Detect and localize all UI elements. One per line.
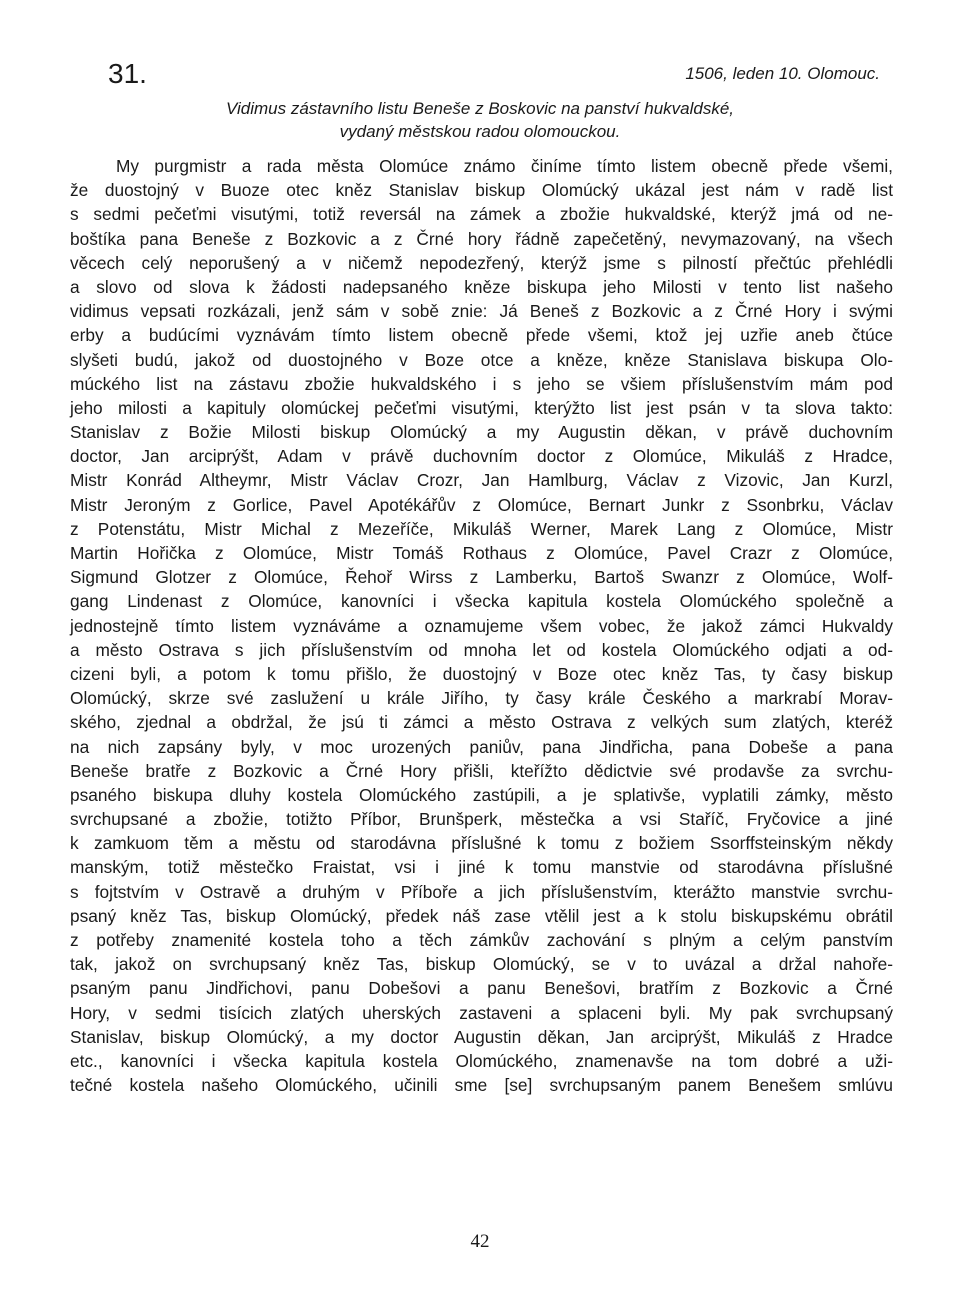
body-line: manským, totiž městečko Fraistat, vsi i jiné k tomu manstvie od starodávna příslušné [70, 857, 893, 878]
body-line: a slovo od slova k žádosti nadepsaného kněze biskupa jeho Milosti v tento list našeho [70, 276, 893, 297]
document-title [150, 97, 810, 143]
body-line: psaného biskupa dluhy kostela Olomúckého zastúpili, a je splativše, vyplatili zámky, město [70, 784, 893, 805]
body-line: gang Lindenast z Olomúce, kanovníci i všecka kapitula kostela Olomúckého společně a [70, 591, 893, 612]
body-line: Mistr Konrád Altheymr, Mistr Václav Crozr, Jan Hamlburg, Václav z Vizovic, Jan Kurzl, [70, 470, 893, 491]
body-line: na nich zapsány byly, v moc urozených paniův, pana Jindřicha, pana Dobeše a pana [70, 736, 893, 757]
body-line: psaný kněz Tas, biskup Olomúcký, předek náš zase vtělil jest a k stolu biskupskému obrátil [70, 905, 893, 926]
document-body [70, 154, 893, 1097]
body-line: věcech celý neporušený a v ničemž nepodezřený, kterýž jsme s pilností přečtúc přehlédli [70, 252, 893, 273]
body-line: slyšeti budú, jakož od duostojného v Boze otce a kněze, kněze Stanislava biskupa Olo- [70, 349, 893, 370]
body-line: z potřeby znamenité kostela toho a těch zámkův zachování s plným a celým panstvím [70, 930, 893, 950]
body-line: a město Ostrava s jich příslušenstvím od mnoha let od kostela Olomúckého odjati a od- [70, 639, 893, 660]
body-line: že duostojný v Buoze otec kněz Stanislav biskup Olomúcký ukázal jest nám v radě list [70, 180, 893, 201]
body-line: Martin Hořička z Olomúce, Mistr Tomáš Rothaus z Olomúce, Pavel Crazr z Olomúce, [70, 543, 893, 563]
body-line: Sigmund Glotzer z Olomúce, Řehoř Wirss z Lamberku, Bartoš Swanzr z Olomúce, Wolf- [70, 567, 893, 588]
body-line: s fojtstvím v Ostravě a druhým v Příboře a jich příslušenstvím, kterážto manstvie svrchu- [70, 881, 893, 902]
body-line: Olomúcký, skrze své zaslužení u krále Jiřího, ty časy krále Českého a markrabí Morav- [70, 688, 893, 709]
body-line: cizeni byli, a potom k tomu přišlo, že duostojný v Boze otec kněz Tas, ty časy biskup [70, 663, 893, 684]
body-line: psaným panu Jindřichovi, panu Dobešovi a panu Benešovi, bratřím z Bozkovic a Črné [70, 978, 893, 999]
body-line: boštíka pana Beneše z Bozkovic a z Črné hory řádně zapečetěný, nevymazovaný, na všech [70, 228, 893, 249]
body-line: s sedmi pečeťmi visutými, totiž reversál na zámek a zbožie hukvaldské, kterýž jmá od ne- [70, 204, 893, 225]
body-line: erby a budúcími vyznávám tímto listem obecně přede všemi, ktož jej uzřie aneb čtúce [70, 325, 893, 346]
body-line: Stanislav, biskup Olomúcký, a my doctor Augustin děkan, Jan arciprýšt, Mikuláš z Hradce [70, 1026, 893, 1047]
page-number: 42 [470, 1231, 490, 1252]
document-title-line: Vidimus zástavního listu Beneše z Boskovic na panství hukvaldské, [225, 99, 735, 118]
body-line: tečné kostela našeho Olomúckého, učinili sme [se] svrchupsaným panem Benešem smlúvu [70, 1075, 893, 1096]
body-line: Stanislav z Božie Milosti biskup Olomúcký a my Augustin děkan, v právě duchovním [70, 422, 893, 443]
body-line: Hory, v sedmi tisícich zlatých uherských zastaveni a splaceni byli. My pak svrchupsaný [70, 1002, 893, 1023]
body-line: etc., kanovníci i všecka kapitula kostela Olomúckého, znamenavše na tom dobré a uži- [70, 1050, 893, 1071]
body-line: k zamkuom těm a městu od starodávna příslušné k tomu z božiem Ssorffsteinským někdy [70, 833, 893, 854]
body-line: vidimus vepsati rozkázali, jenž sám v sobě znie: Já Beneš z Bozkovic a z Črné Hory i svými [70, 301, 893, 322]
body-line: jeho milosti a kapituly olomúckej pečeťmi visutými, kterýžto list jest psán v ta slova takto: [70, 397, 893, 418]
body-line: Beneše bratře z Bozkovic a Črné Hory přišli, kteřížto dědictvie své prodavše za svrchu- [70, 760, 893, 781]
body-line: ského, zjednal a obdržal, že jsú ti zámci a město Ostrava z velkých sum zlatých, kteréž [70, 712, 893, 733]
body-line: múckého list na zástavu zbožie hukvaldského i s jeho se všiem příslušenstvím mám pod [70, 373, 893, 394]
body-line: jednostejně tímto listem vyznáváme a oznamujeme všem vobec, že jakož zámci Hukvaldy [70, 615, 893, 636]
body-line: My purgmistr a rada města Olomúce známo činíme tímto listem obecně přede všemi, [116, 156, 893, 176]
document-date-place: 1506, leden 10. Olomouc. [685, 64, 880, 83]
body-line: Mistr Jeroným z Gorlice, Pavel Apotékářův z Olomúce, Bernart Junkr z Ssonbrku, Václav [70, 494, 893, 515]
body-line: doctor, Jan arciprýšt, Adam v právě duchovním doctor z Olomúce, Mikuláš z Hradce, [70, 446, 893, 467]
body-line: z Potenstátu, Mistr Michal z Mezeříče, Mikuláš Werner, Marek Lang z Olomúce, Mistr [70, 518, 893, 539]
body-line: svrchupsané a zbožie, totižto Příbor, Brunšperk, městečka a vsi Staříč, Fryčovice a jiné [70, 809, 893, 830]
document-number: 31. [108, 58, 147, 89]
body-line: tak, jakož on svrchupsaný kněz Tas, biskup Olomúcký, se v to uvázal a držal nahoře- [70, 954, 893, 975]
document-title-line: vydaný městskou radou olomouckou. [339, 122, 621, 141]
